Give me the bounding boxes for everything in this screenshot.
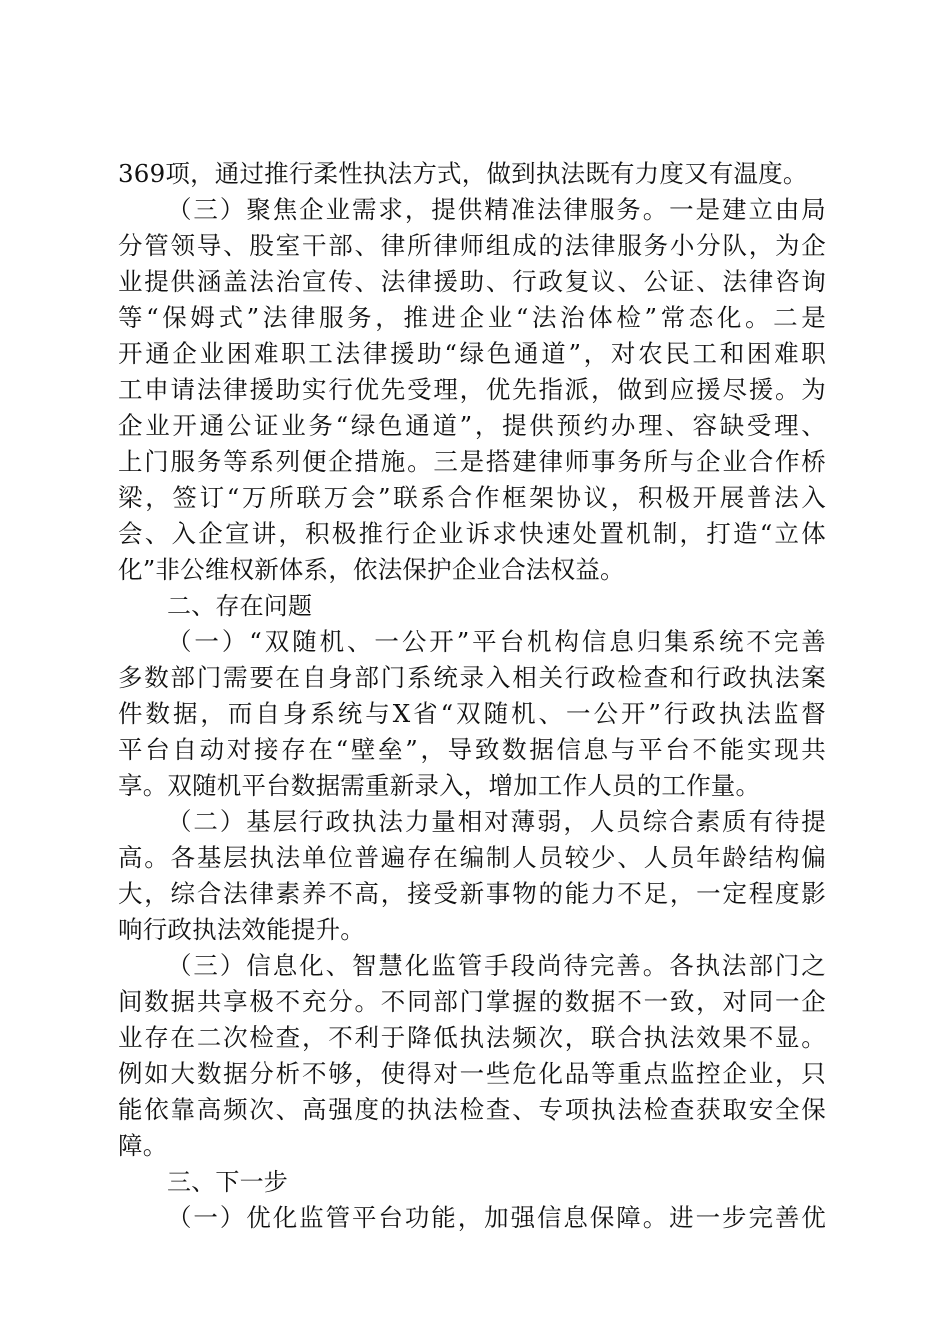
text-line: 开通企业困难职工法律援助“绿色通道”，对农民工和困难职 [118,339,826,368]
text-line: 企业开通公证业务“绿色通道”，提供预约办理、容缺受理、 [118,411,826,440]
section-heading: 三、下一步 [167,1168,288,1196]
text-line: 化”非公维权新体系，依法保护企业合法权益。 [118,555,625,584]
text-line: 享。双随机平台数据需重新录入，增加工作人员的工作量。 [118,771,761,800]
text-line: 369项，通过推行柔性执法方式，做到执法既有力度又有温度。 [118,159,808,188]
text-line: （三）聚焦企业需求，提供精准法律服务。一是建立由局 [167,195,826,224]
text-line: 例如大数据分析不够，使得对一些危化品等重点监控企业，只 [118,1059,826,1088]
text-line: 响行政执法效能提升。 [118,915,365,944]
text-line: 分管领导、股室干部、律所律师组成的法律服务小分队，为企 [118,231,826,260]
text-line: 上门服务等系列便企措施。三是搭建律师事务所与企业合作桥 [118,447,826,476]
text-line: 工申请法律援助实行优先受理，优先指派，做到应援尽援。为 [118,375,826,404]
text-line: 平台自动对接存在“壁垒”，导致数据信息与平台不能实现共 [118,735,826,764]
text-line: （三）信息化、智慧化监管手段尚待完善。各执法部门之 [167,951,826,980]
text-line: （一）“双随机、一公开”平台机构信息归集系统不完善 [167,627,826,656]
text-line: 梁，签订“万所联万会”联系合作框架协议，积极开展普法入 [118,483,826,512]
section-heading: 二、存在问题 [167,592,313,620]
text-line: 间数据共享极不充分。不同部门掌握的数据不一致，对同一企 [118,987,826,1016]
text-line: 会、入企宣讲，积极推行企业诉求快速处置机制，打造“立体 [118,519,826,548]
text-line: 多数部门需要在自身部门系统录入相关行政检查和行政执法案 [118,663,826,692]
text-line: （一）优化监管平台功能，加强信息保障。进一步完善优 [167,1203,826,1232]
text-line: 等“保姆式”法律服务，推进企业“法治体检”常态化。二是 [118,303,826,332]
text-line: 障。 [118,1131,168,1160]
text-line: 业提供涵盖法治宣传、法律援助、行政复议、公证、法律咨询 [118,267,826,296]
text-line: 件数据，而自身系统与X省“双随机、一公开”行政执法监督 [118,699,826,728]
text-line: 能依靠高频次、高强度的执法检查、专项执法检查获取安全保 [118,1095,826,1124]
text-line: 高。各基层执法单位普遍存在编制人员较少、人员年龄结构偏 [118,843,826,872]
text-line: （二）基层行政执法力量相对薄弱，人员综合素质有待提 [167,807,826,836]
text-line: 大，综合法律素养不高，接受新事物的能力不足，一定程度影 [118,879,826,908]
text-line: 业存在二次检查，不利于降低执法频次，联合执法效果不显。 [118,1023,826,1052]
